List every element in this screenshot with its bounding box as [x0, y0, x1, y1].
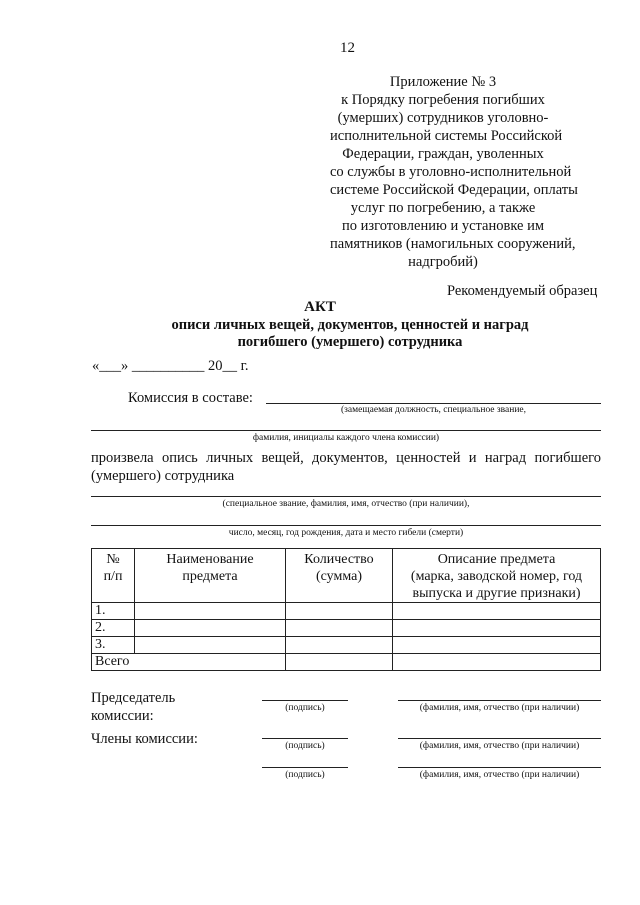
- caption-names: фамилия, инициалы каждого члена комиссии): [252, 433, 440, 443]
- document-title: АКТ: [304, 299, 336, 315]
- header-number: № п/п: [92, 549, 135, 603]
- row-number: 3.: [92, 637, 135, 654]
- commission-fill-line-2: [91, 430, 601, 431]
- appendix-line: (умерших) сотрудников уголовно-: [337, 110, 549, 126]
- appendix-line: услуг по погребению, а также: [350, 200, 536, 216]
- row-number: 1.: [92, 603, 135, 620]
- chairman-fio-line: [398, 700, 601, 701]
- fio-caption: (фамилия, имя, отчество (при наличии): [419, 770, 580, 780]
- table-row: [92, 620, 601, 637]
- table-row: [92, 603, 601, 620]
- appendix-line: по изготовлению и установке им: [341, 218, 545, 234]
- table-total-row: [92, 654, 601, 671]
- appendix-block: [330, 73, 578, 271]
- header-description: Описание предмета (марка, заводской номер, год выпуска и другие признаки): [393, 549, 601, 603]
- sample-label: Рекомендуемый образец: [447, 283, 598, 299]
- fio-caption: (фамилия, имя, отчество (при наличии): [419, 741, 580, 751]
- subtitle-line: погибшего (умершего) сотрудника: [237, 334, 463, 350]
- inventory-table: [91, 548, 601, 671]
- row-number: 2.: [92, 620, 135, 637]
- date-line: «___» __________ 20__ г.: [92, 358, 249, 374]
- appendix-line: к Порядку погребения погибших: [341, 92, 545, 108]
- appendix-line: памятников (намогильных сооружений,: [330, 236, 576, 252]
- caption-birth: число, месяц, год рождения, дата и место гибели (смерти): [228, 528, 464, 538]
- page-number: 12: [340, 40, 355, 56]
- total-label: Всего: [92, 654, 135, 671]
- table-row: [92, 637, 601, 654]
- table-header-row: [92, 549, 601, 603]
- sign-caption: (подпись): [285, 741, 325, 751]
- sign-caption: (подпись): [285, 770, 325, 780]
- appendix-line: исполнительной системы Российской: [330, 128, 563, 144]
- subtitle-line: описи личных вещей, документов, ценностей и наград: [171, 317, 529, 333]
- body-text: произвела опись личных вещей, документов, ценностей и наград погибшего (умершего) сотрудника: [91, 450, 601, 484]
- sign-caption: (подпись): [285, 703, 325, 713]
- header-name: Наименование предмета: [135, 549, 286, 603]
- caption-position: (замещаемая должность, специальное звание,: [341, 405, 526, 415]
- appendix-line: системе Российской Федерации, оплаты: [330, 182, 578, 198]
- document-subtitle: [0, 317, 640, 351]
- commission-fill-line: [266, 403, 601, 404]
- member1-fio-line: [398, 738, 601, 739]
- appendix-line: Федерации, граждан, уволенных: [342, 146, 544, 162]
- header-quantity: Количество (сумма): [286, 549, 393, 603]
- employee-fill-line: [91, 496, 601, 497]
- member2-sign-line: [262, 767, 348, 768]
- appendix-line: надгробий): [408, 254, 478, 270]
- member1-sign-line: [262, 738, 348, 739]
- chairman-sign-line: [262, 700, 348, 701]
- employee-fill-line-2: [91, 525, 601, 526]
- chairman-label: Председатель комиссии:: [91, 690, 176, 724]
- appendix-line: Приложение № 3: [389, 74, 497, 90]
- caption-rank: (специальное звание, фамилия, имя, отчество (при наличии),: [222, 499, 470, 509]
- commission-label: Комиссия в составе:: [128, 390, 253, 406]
- fio-caption: (фамилия, имя, отчество (при наличии): [419, 703, 580, 713]
- member2-fio-line: [398, 767, 601, 768]
- appendix-line: со службы в уголовно-исполнительной: [330, 164, 572, 180]
- members-label: Члены комиссии:: [91, 731, 198, 747]
